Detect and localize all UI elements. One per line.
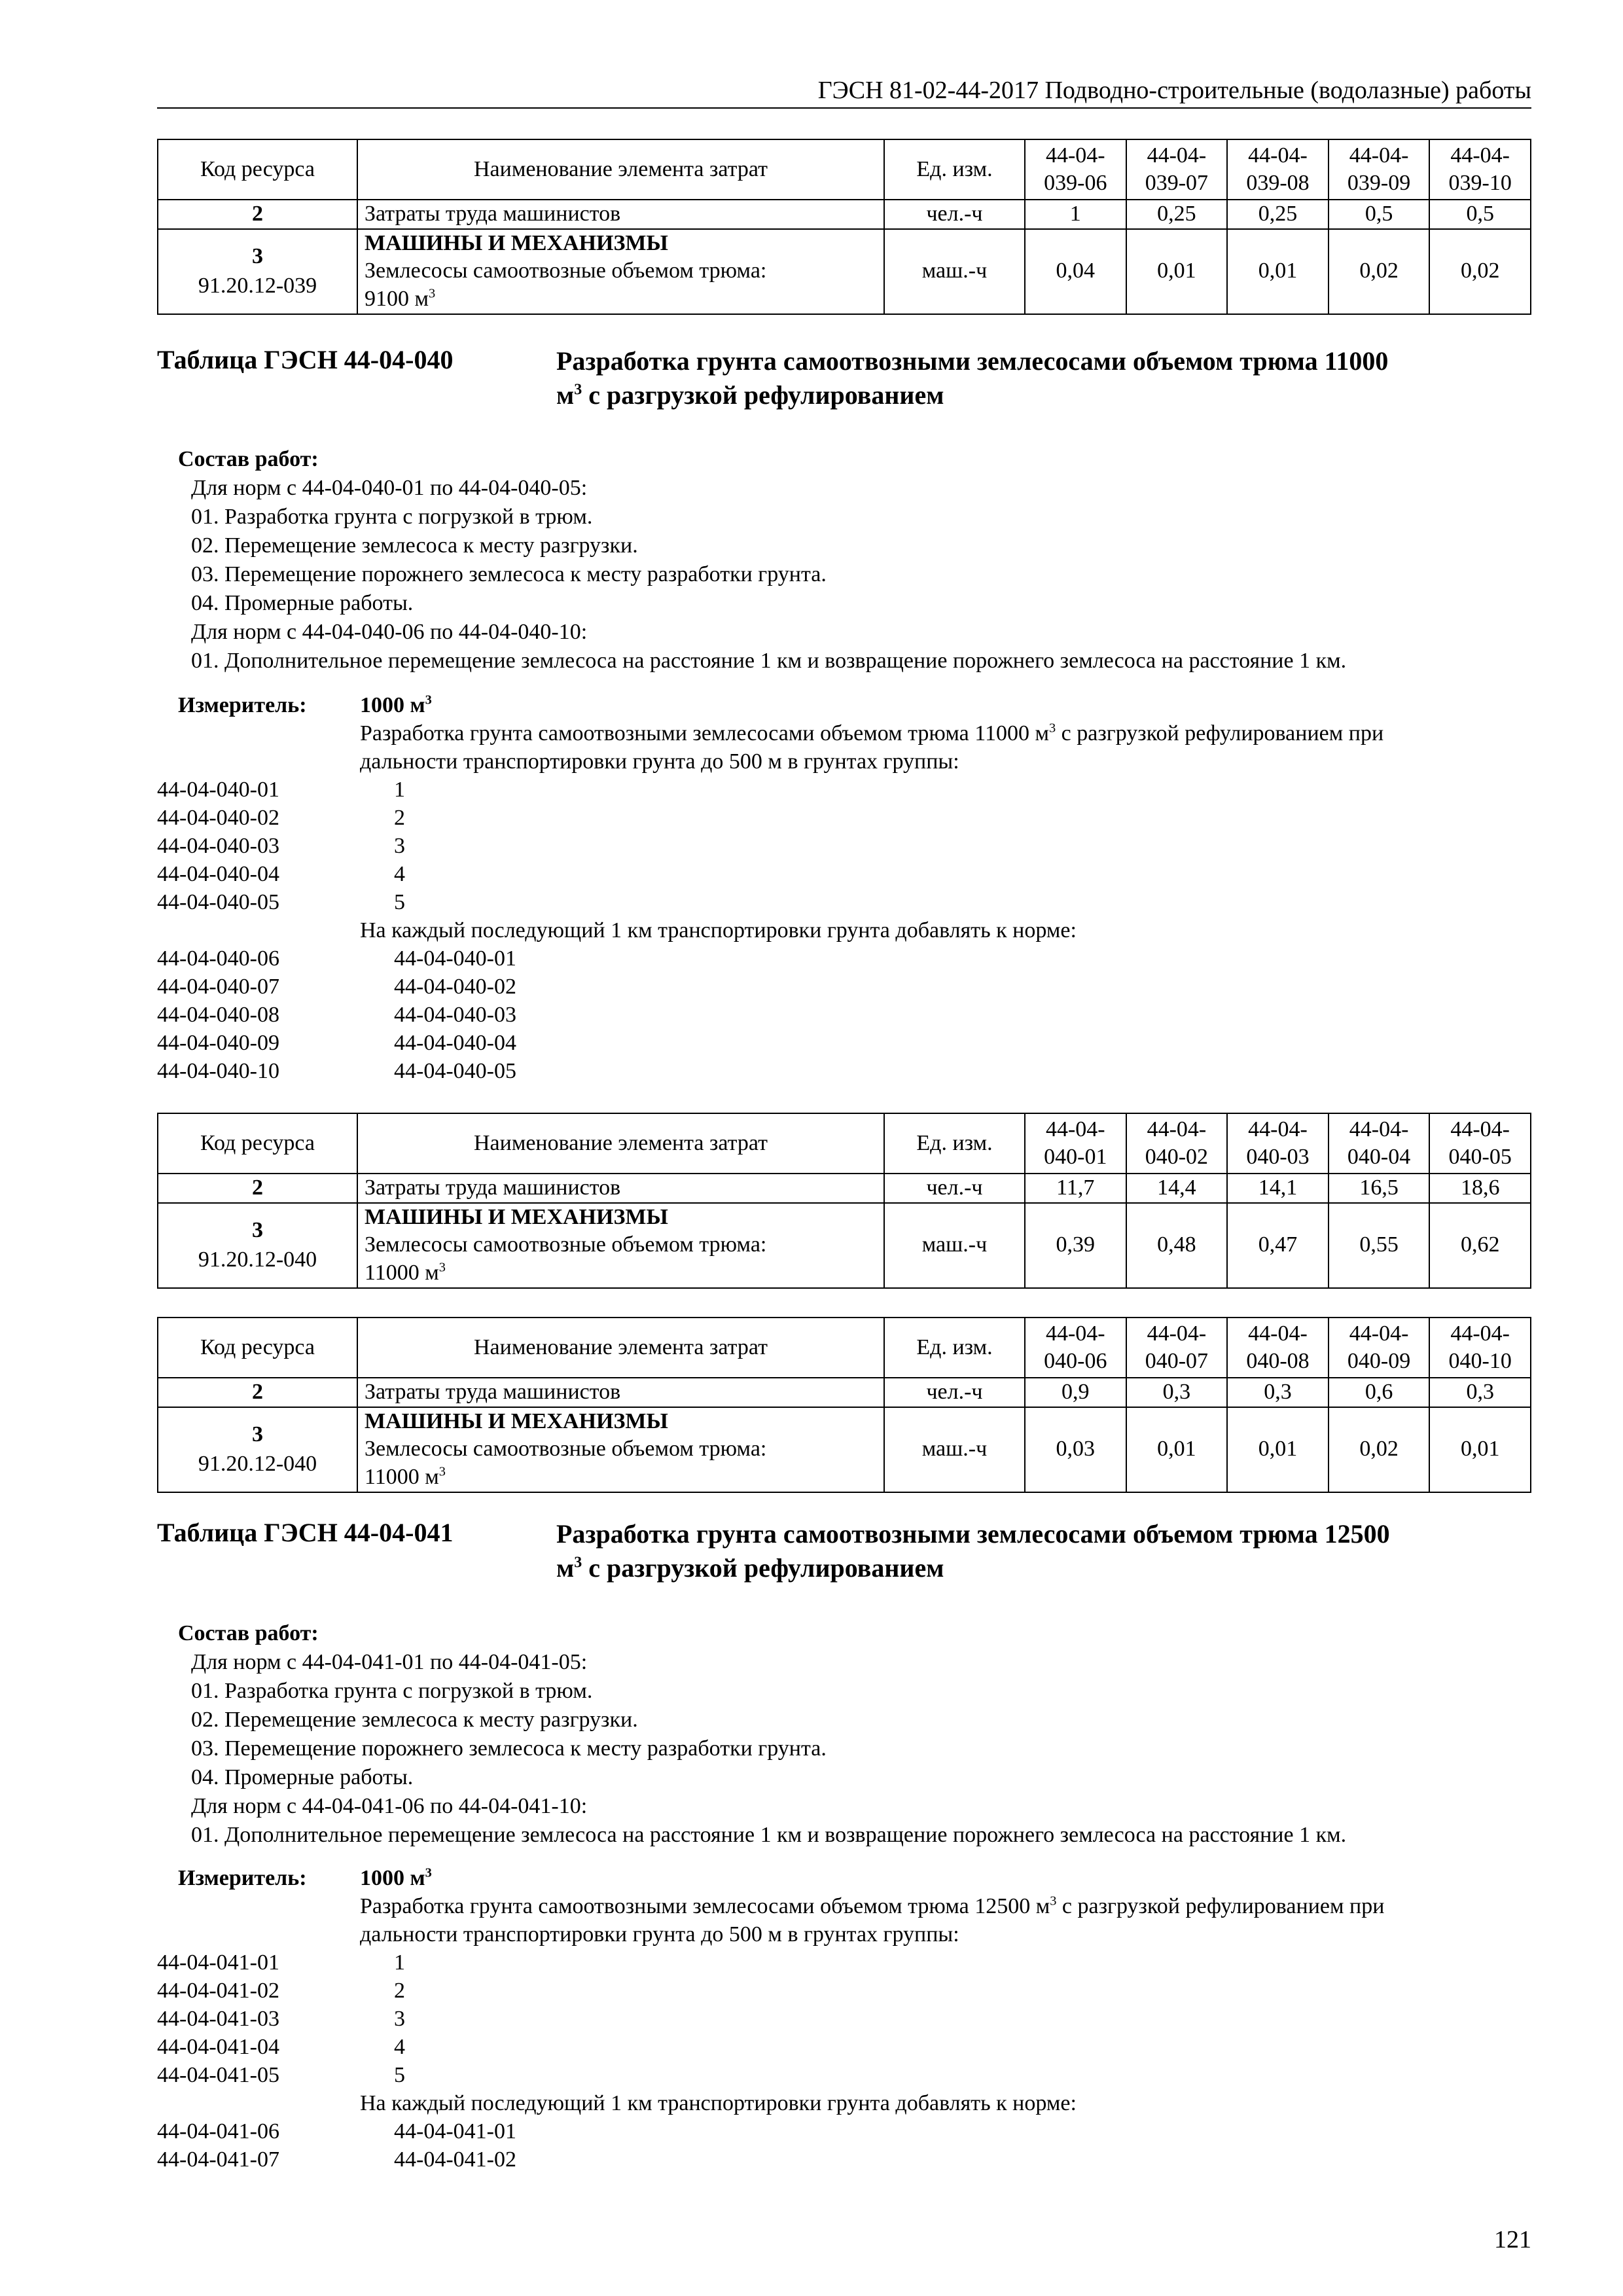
list-item: 44-04-040-02 2 bbox=[157, 806, 405, 830]
list-item: 44-04-041-04 4 bbox=[157, 2035, 405, 2059]
cell-value: 0,5 bbox=[1429, 200, 1531, 229]
header-rule bbox=[157, 107, 1531, 109]
cell-value: 0,01 bbox=[1429, 1407, 1531, 1492]
col-header-norm: 44-04- 040-09 bbox=[1329, 1318, 1430, 1378]
col-header-name: Наименование элемента затрат bbox=[357, 139, 884, 200]
works-line: 02. Перемещение землесоса к месту разгрузки. bbox=[191, 533, 638, 558]
works-line: 01. Разработка грунта с погрузкой в трюм. bbox=[191, 1679, 593, 1703]
list-item: 44-04-041-02 2 bbox=[157, 1979, 405, 2003]
cell-value: 0,02 bbox=[1329, 1407, 1430, 1492]
cell-value: 0,03 bbox=[1025, 1407, 1126, 1492]
cell-value: 0,25 bbox=[1227, 200, 1329, 229]
list-item: 44-04-041-06 44-04-041-01 bbox=[157, 2119, 516, 2144]
col-header-norm: 44-04- 040-01 bbox=[1025, 1113, 1126, 1174]
col-header-unit: Ед. изм. bbox=[884, 1113, 1025, 1174]
col-header-unit: Ед. изм. bbox=[884, 139, 1025, 200]
cell-value: 0,01 bbox=[1227, 229, 1329, 314]
cell-name: Затраты труда машинистов bbox=[357, 200, 884, 229]
meter-description: дальности транспортировки грунта до 500 м в грунтах группы: bbox=[360, 1922, 959, 1946]
resource-table-040b bbox=[157, 1317, 1531, 1493]
list-item: 44-04-041-05 5 bbox=[157, 2063, 405, 2087]
cell-name: МАШИНЫ И МЕХАНИЗМЫ Землесосы самоотвозные объемом трюма: 11000 $м^3$ bbox=[357, 1203, 884, 1288]
table-row bbox=[158, 1203, 1531, 1288]
cell-value: 0,25 bbox=[1126, 200, 1228, 229]
cell-value: 16,5 bbox=[1329, 1174, 1430, 1203]
cell-value: 0,01 bbox=[1126, 1407, 1228, 1492]
meter-description: Разработка грунта самоотвозными землесосами объемом трюма 12500 $м^3$ с разгрузкой рефулированием при bbox=[360, 1893, 1385, 1918]
works-composition-040 bbox=[157, 445, 1531, 675]
works-line: 01. Дополнительное перемещение землесоса на расстояние 1 км и возвращение порожнего землесоса на расстояние 1 км. bbox=[191, 1823, 1347, 1847]
cell-value: 0,3 bbox=[1126, 1378, 1228, 1407]
list-item: 44-04-040-06 44-04-040-01 bbox=[157, 946, 516, 971]
works-line: 04. Промерные работы. bbox=[191, 591, 414, 615]
table-number: Таблица ГЭСН 44-04-040 bbox=[157, 345, 454, 374]
cell-value: 0,47 bbox=[1227, 1203, 1329, 1288]
works-line: 04. Промерные работы. bbox=[191, 1765, 414, 1789]
table-header-row bbox=[158, 1318, 1531, 1378]
table-header-row bbox=[158, 1113, 1531, 1174]
table-header-row bbox=[158, 139, 1531, 200]
col-header-norm: 44-04- 040-05 bbox=[1429, 1113, 1531, 1174]
cell-value: 0,3 bbox=[1227, 1378, 1329, 1407]
list-item: 44-04-040-07 44-04-040-02 bbox=[157, 975, 516, 999]
cell-value: 0,01 bbox=[1126, 229, 1228, 314]
col-header-name: Наименование элемента затрат bbox=[357, 1113, 884, 1174]
cell-unit: маш.-ч bbox=[884, 1407, 1025, 1492]
cell-value: 1 bbox=[1025, 200, 1126, 229]
cell-value: 0,62 bbox=[1429, 1203, 1531, 1288]
col-header-name: Наименование элемента затрат bbox=[357, 1318, 884, 1378]
cell-code: 2 bbox=[158, 200, 357, 229]
meter-description: дальности транспортировки грунта до 500 м в грунтах группы: bbox=[360, 749, 959, 774]
works-line: 01. Разработка грунта с погрузкой в трюм. bbox=[191, 505, 593, 529]
cell-name: МАШИНЫ И МЕХАНИЗМЫ Землесосы самоотвозные объемом трюма: 11000 $м^3$ bbox=[357, 1407, 884, 1492]
list-item: 44-04-041-03 3 bbox=[157, 2007, 405, 2031]
cell-value: 0,9 bbox=[1025, 1378, 1126, 1407]
works-heading: Состав работ: bbox=[178, 1621, 319, 1645]
col-header-norm: 44-04- 040-04 bbox=[1329, 1113, 1430, 1174]
table-row bbox=[158, 200, 1531, 229]
table-row bbox=[158, 1407, 1531, 1492]
list-item: 44-04-040-09 44-04-040-04 bbox=[157, 1031, 516, 1055]
resource-table-040a bbox=[157, 1113, 1531, 1289]
add-note: На каждый последующий 1 км транспортировки грунта добавлять к норме: bbox=[360, 2091, 1077, 2115]
works-line: Для норм с 44-04-041-01 по 44-04-041-05: bbox=[191, 1650, 588, 1674]
col-header-norm: 44-04- 040-06 bbox=[1025, 1318, 1126, 1378]
works-line: Для норм с 44-04-040-06 по 44-04-040-10: bbox=[191, 620, 588, 644]
page-number: 121 bbox=[1494, 2226, 1531, 2253]
meter-label: Измеритель: bbox=[178, 693, 307, 717]
col-header-norm: 44-04- 040-02 bbox=[1126, 1113, 1228, 1174]
table-row bbox=[158, 229, 1531, 314]
cell-value: 0,5 bbox=[1329, 200, 1430, 229]
list-item: 44-04-040-10 44-04-040-05 bbox=[157, 1059, 516, 1083]
cell-code: 3 91.20.12-039 bbox=[158, 229, 357, 314]
col-header-norm: 44-04- 039-06 bbox=[1025, 139, 1126, 200]
works-line: 03. Перемещение порожнего землесоса к месту разработки грунта. bbox=[191, 562, 827, 586]
col-header-unit: Ед. изм. bbox=[884, 1318, 1025, 1378]
cell-value: 14,4 bbox=[1126, 1174, 1228, 1203]
cell-value: 0,55 bbox=[1329, 1203, 1430, 1288]
col-header-code: Код ресурса bbox=[158, 1318, 357, 1378]
col-header-norm: 44-04- 039-10 bbox=[1429, 139, 1531, 200]
table-title: Разработка грунта самоотвозными землесосами объемом трюма 12500 $м^3$ с разгрузкой рефулированием bbox=[556, 1519, 1390, 1583]
cell-value: 0,04 bbox=[1025, 229, 1126, 314]
table-title: Разработка грунта самоотвозными землесосами объемом трюма 11000 $м^3$ с разгрузкой рефулированием bbox=[556, 346, 1389, 410]
cell-unit: чел.-ч bbox=[884, 1378, 1025, 1407]
works-line: Для норм с 44-04-041-06 по 44-04-041-10: bbox=[191, 1794, 588, 1818]
running-header: ГЭСН 81-02-44-2017 Подводно-строительные (водолазные) работы bbox=[817, 77, 1531, 104]
list-item: 44-04-041-01 1 bbox=[157, 1950, 405, 1975]
cell-name: Затраты труда машинистов bbox=[357, 1174, 884, 1203]
works-line: 02. Перемещение землесоса к месту разгрузки. bbox=[191, 1708, 638, 1732]
col-header-norm: 44-04- 040-07 bbox=[1126, 1318, 1228, 1378]
cell-value: 0,01 bbox=[1227, 1407, 1329, 1492]
works-line: Для норм с 44-04-040-01 по 44-04-040-05: bbox=[191, 476, 588, 500]
col-header-norm: 44-04- 039-07 bbox=[1126, 139, 1228, 200]
col-header-norm: 44-04- 040-08 bbox=[1227, 1318, 1329, 1378]
table-row bbox=[158, 1378, 1531, 1407]
cell-value: 18,6 bbox=[1429, 1174, 1531, 1203]
cell-unit: чел.-ч bbox=[884, 1174, 1025, 1203]
cell-unit: маш.-ч bbox=[884, 229, 1025, 314]
cell-value: 14,1 bbox=[1227, 1174, 1329, 1203]
list-item: 44-04-040-08 44-04-040-03 bbox=[157, 1003, 516, 1027]
list-item: 44-04-040-05 5 bbox=[157, 890, 405, 914]
meter-block-040 bbox=[157, 691, 1531, 1085]
cell-value: 11,7 bbox=[1025, 1174, 1126, 1203]
meter-block-041 bbox=[157, 1864, 1531, 2174]
cell-value: 0,48 bbox=[1126, 1203, 1228, 1288]
cell-value: 0,02 bbox=[1329, 229, 1430, 314]
works-composition-041 bbox=[157, 1619, 1531, 1850]
cell-value: 0,6 bbox=[1329, 1378, 1430, 1407]
cell-name: МАШИНЫ И МЕХАНИЗМЫ Землесосы самоотвозные объемом трюма: 9100 $м^3$ bbox=[357, 229, 884, 314]
cell-code: 3 91.20.12-040 bbox=[158, 1407, 357, 1492]
cell-value: 0,39 bbox=[1025, 1203, 1126, 1288]
works-line: 03. Перемещение порожнего землесоса к месту разработки грунта. bbox=[191, 1736, 827, 1761]
cell-code: 2 bbox=[158, 1378, 357, 1407]
works-line: 01. Дополнительное перемещение землесоса на расстояние 1 км и возвращение порожнего землесоса на расстояние 1 км. bbox=[191, 649, 1347, 673]
cell-code: 3 91.20.12-040 bbox=[158, 1203, 357, 1288]
col-header-code: Код ресурса bbox=[158, 139, 357, 200]
meter-unit: 1000 $м^3$ bbox=[360, 692, 432, 717]
cell-value: 0,02 bbox=[1429, 229, 1531, 314]
works-heading: Состав работ: bbox=[178, 447, 319, 471]
add-note: На каждый последующий 1 км транспортировки грунта добавлять к норме: bbox=[360, 918, 1077, 942]
cell-code: 2 bbox=[158, 1174, 357, 1203]
list-item: 44-04-040-03 3 bbox=[157, 834, 405, 858]
table-number: Таблица ГЭСН 44-04-041 bbox=[157, 1518, 454, 1547]
col-header-norm: 44-04- 040-10 bbox=[1429, 1318, 1531, 1378]
cell-value: 0,3 bbox=[1429, 1378, 1531, 1407]
list-item: 44-04-040-04 4 bbox=[157, 862, 405, 886]
cell-unit: чел.-ч bbox=[884, 200, 1025, 229]
col-header-code: Код ресурса bbox=[158, 1113, 357, 1174]
list-item: 44-04-040-01 1 bbox=[157, 778, 405, 802]
resource-table-039 bbox=[157, 139, 1531, 315]
cell-unit: маш.-ч bbox=[884, 1203, 1025, 1288]
cell-name: Затраты труда машинистов bbox=[357, 1378, 884, 1407]
meter-label: Измеритель: bbox=[178, 1866, 307, 1890]
meter-unit: 1000 $м^3$ bbox=[360, 1865, 432, 1890]
meter-description: Разработка грунта самоотвозными землесосами объемом трюма 11000 $м^3$ с разгрузкой рефулированием при bbox=[360, 721, 1384, 745]
col-header-norm: 44-04- 039-09 bbox=[1329, 139, 1430, 200]
table-row bbox=[158, 1174, 1531, 1203]
list-item: 44-04-041-07 44-04-041-02 bbox=[157, 2147, 516, 2172]
col-header-norm: 44-04- 040-03 bbox=[1227, 1113, 1329, 1174]
col-header-norm: 44-04- 039-08 bbox=[1227, 139, 1329, 200]
